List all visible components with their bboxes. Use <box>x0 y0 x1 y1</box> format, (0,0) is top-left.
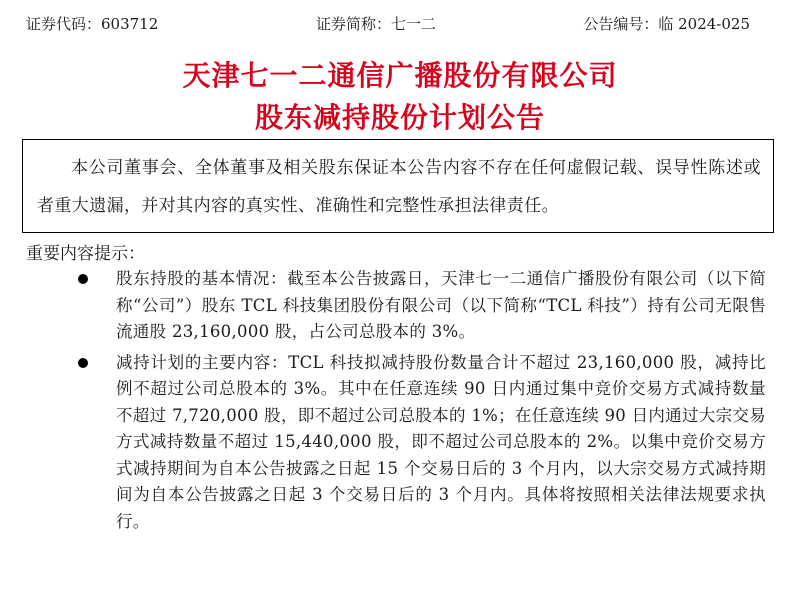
bullet-dot-icon <box>78 274 88 284</box>
highlights-heading: 重要内容提示： <box>26 244 145 264</box>
list-item <box>26 266 766 346</box>
list-item-text: 股东持股的基本情况：截至本公告披露日，天津七一二通信广播股份有限公司（以下简称“公司”）股东 TCL 科技集团股份有限公司（以下简称“TCL 科技”）持有公司无限售流通股 23,160,000 股，占公司总股本的 3%。 <box>116 269 766 341</box>
company-title: 天津七一二通信广播股份有限公司 <box>182 59 618 92</box>
highlights-list <box>26 266 766 535</box>
disclaimer-box <box>22 139 774 233</box>
disclaimer-text: 本公司董事会、全体董事及相关股东保证本公告内容不存在任何虚假记载、误导性陈述或者重大遗漏，并对其内容的真实性、准确性和完整性承担法律责任。 <box>37 158 761 216</box>
stock-abbreviation: 证券简称：七一二 <box>316 15 437 33</box>
announcement-number: 公告编号：临 2024-025 <box>583 15 750 33</box>
stock-code: 证券代码：603712 <box>26 15 159 33</box>
list-item <box>26 350 766 536</box>
announcement-title: 股东减持股份计划公告 <box>254 101 545 134</box>
bullet-dot-icon <box>78 358 88 368</box>
list-item-text: 减持计划的主要内容：TCL 科技拟减持股份数量合计不超过 23,160,000 股，减持比例不超过公司总股本的 3%。其中在任意连续 90 日内通过集中竞价交易方式减持数量不超过 7,720,000 股，即不超过公司总股本的 1%；在任意连续 90 日内通过大宗交易方式减持数量不超过 15,440,000 股，即不超过公司总股本的 2%。以集中竞价交易方式减持期间为自本公告披露之日起 15 个交易日后的 3 个月内，以大宗交易方式减持期间为自本公告披露之日起 3 个交易日后的 3 个月内。具体将按照相关法律法规要求执行。 <box>116 352 766 531</box>
